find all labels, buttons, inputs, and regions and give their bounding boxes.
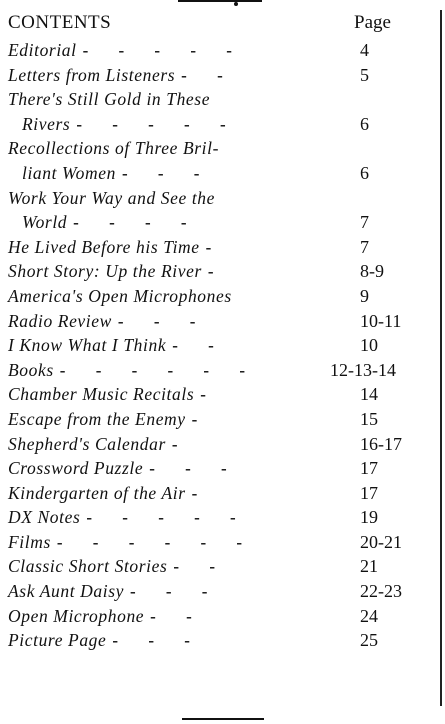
page-number: 16-17 bbox=[360, 433, 402, 454]
toc-entry bbox=[8, 38, 440, 63]
bottom-rule bbox=[182, 718, 264, 720]
right-border-rule bbox=[440, 10, 442, 706]
toc-line bbox=[8, 481, 440, 506]
leader-dashes: - bbox=[171, 434, 191, 454]
page-number: 19 bbox=[360, 507, 378, 528]
toc-entry-title: DX Notes bbox=[8, 507, 81, 528]
leader-dashes: - - - bbox=[117, 311, 209, 331]
toc-line bbox=[8, 63, 440, 88]
page-number: 24 bbox=[360, 605, 378, 626]
leader-dashes: - bbox=[191, 483, 211, 503]
toc-entry-title: Radio Review bbox=[8, 310, 112, 331]
leader-dashes: - - bbox=[172, 336, 227, 356]
toc-line bbox=[8, 284, 440, 309]
page-number: 17 bbox=[360, 482, 378, 503]
toc-line bbox=[8, 579, 440, 604]
toc-entry bbox=[8, 235, 440, 260]
leader-dashes: - - - bbox=[121, 163, 213, 183]
toc-entry-title: There's Still Gold in These bbox=[8, 89, 211, 110]
toc-entry-title: Ask Aunt Daisy bbox=[8, 581, 124, 602]
page-number: 7 bbox=[360, 212, 369, 233]
leader-dashes: - bbox=[200, 385, 219, 405]
toc-entry-title: Classic Short Stories bbox=[8, 556, 168, 577]
toc-entry bbox=[8, 382, 440, 407]
toc-entry-title: Editorial bbox=[8, 40, 77, 60]
leader-dashes: - bbox=[205, 237, 225, 257]
leader-dashes: - - - - - bbox=[76, 114, 239, 134]
page-number: 6 bbox=[360, 162, 369, 183]
page-number: 8-9 bbox=[360, 261, 384, 282]
toc-entry-title: He Lived Before his Time bbox=[8, 236, 200, 257]
toc-line bbox=[8, 87, 440, 112]
page-number: 5 bbox=[360, 64, 369, 85]
toc-line bbox=[8, 382, 440, 407]
toc-entry-title: Picture Page bbox=[8, 630, 107, 651]
contents-title: CONTENTS bbox=[8, 12, 112, 33]
toc-line bbox=[8, 628, 440, 653]
toc-entry-title: Work Your Way and See the bbox=[8, 187, 216, 208]
page-number: 7 bbox=[360, 236, 369, 257]
toc-entry-title-continued: liant Women bbox=[22, 162, 116, 183]
page-number: 10-11 bbox=[360, 310, 402, 331]
toc-entry-title: Films bbox=[8, 531, 51, 552]
toc-line bbox=[8, 432, 440, 457]
toc-entry-title-continued: World bbox=[22, 212, 68, 233]
toc-entry bbox=[8, 309, 440, 334]
leader-dashes: - - bbox=[173, 557, 228, 577]
toc-entry-title-continued: Rivers bbox=[22, 113, 71, 134]
toc-entry bbox=[8, 432, 440, 457]
toc-entry-title: Short Story: Up the River bbox=[8, 261, 202, 282]
table-of-contents bbox=[8, 38, 440, 653]
toc-line bbox=[8, 456, 440, 481]
leader-dashes: - - bbox=[181, 65, 236, 85]
toc-entry-title: I Know What I Think bbox=[8, 335, 167, 356]
toc-line bbox=[8, 505, 440, 530]
toc-entry bbox=[8, 628, 440, 653]
toc-entry bbox=[8, 579, 440, 604]
toc-line bbox=[8, 554, 440, 579]
toc-entry bbox=[8, 456, 440, 481]
leader-dashes: - bbox=[207, 262, 227, 282]
toc-entry bbox=[8, 505, 440, 530]
page-number: 21 bbox=[360, 556, 378, 577]
toc-entry-title: Books bbox=[8, 359, 54, 380]
toc-entry bbox=[8, 87, 440, 136]
toc-entry-title: Chamber Music Recitals bbox=[8, 384, 195, 405]
toc-entry-title: Shepherd's Calendar bbox=[8, 433, 166, 454]
toc-entry-title: America's Open Microphones bbox=[8, 285, 232, 306]
toc-entry bbox=[8, 530, 440, 555]
leader-dashes: - - - bbox=[112, 631, 203, 651]
toc-line bbox=[8, 604, 440, 629]
leader-dashes: - - - bbox=[149, 459, 240, 479]
page-number: 6 bbox=[360, 113, 369, 134]
page-number: 9 bbox=[360, 285, 369, 306]
toc-entry bbox=[8, 358, 440, 383]
page-number: 22-23 bbox=[360, 581, 402, 602]
top-rule bbox=[178, 0, 262, 2]
leader-dashes: - - - - - - bbox=[59, 360, 258, 380]
toc-entry-title: Kindergarten of the Air bbox=[8, 482, 186, 503]
toc-line-continuation bbox=[8, 161, 440, 186]
toc-entry bbox=[8, 284, 440, 309]
toc-entry bbox=[8, 481, 440, 506]
page-number: 15 bbox=[360, 408, 378, 429]
leader-dashes: - - bbox=[150, 606, 205, 626]
toc-entry bbox=[8, 333, 440, 358]
toc-line bbox=[8, 186, 440, 211]
toc-entry bbox=[8, 554, 440, 579]
toc-line bbox=[8, 333, 440, 358]
toc-entry-title: Open Microphone bbox=[8, 605, 145, 626]
page-number: 10 bbox=[360, 335, 378, 356]
toc-entry bbox=[8, 604, 440, 629]
leader-dashes: - - - - bbox=[73, 213, 200, 233]
toc-entry bbox=[8, 63, 440, 88]
toc-entry-title: Letters from Listeners bbox=[8, 64, 176, 85]
leader-dashes: - - - - - bbox=[82, 41, 245, 60]
toc-line bbox=[8, 358, 440, 383]
page-column-heading: Page bbox=[354, 12, 391, 33]
toc-entry bbox=[8, 259, 440, 284]
leader-dashes: - bbox=[191, 409, 211, 429]
toc-line bbox=[8, 530, 440, 555]
leader-dashes: - - - - - bbox=[86, 508, 249, 528]
toc-entry bbox=[8, 407, 440, 432]
toc-entry bbox=[8, 186, 440, 235]
leader-dashes: - - - bbox=[129, 582, 221, 602]
contents-header bbox=[8, 12, 432, 38]
toc-line bbox=[8, 407, 440, 432]
toc-line bbox=[8, 259, 440, 284]
page-number: 14 bbox=[360, 384, 378, 405]
page-number: 12-13-14 bbox=[330, 359, 396, 380]
top-dot bbox=[234, 2, 238, 6]
toc-entry-title: Crossword Puzzle bbox=[8, 458, 144, 479]
toc-line bbox=[8, 235, 440, 260]
toc-entry-title: Escape from the Enemy bbox=[8, 408, 186, 429]
leader-dashes: - - - - - - bbox=[56, 532, 256, 552]
toc-entry bbox=[8, 136, 440, 185]
toc-entry-title: Recollections of Three Bril- bbox=[8, 138, 220, 159]
page-number: 20-21 bbox=[360, 531, 402, 552]
page-number: 17 bbox=[360, 458, 378, 479]
page-number: 4 bbox=[360, 40, 369, 60]
toc-line bbox=[8, 38, 440, 63]
toc-line-continuation bbox=[8, 112, 440, 137]
toc-line bbox=[8, 309, 440, 334]
toc-line bbox=[8, 136, 440, 161]
page-number: 25 bbox=[360, 630, 378, 651]
toc-line-continuation bbox=[8, 210, 440, 235]
